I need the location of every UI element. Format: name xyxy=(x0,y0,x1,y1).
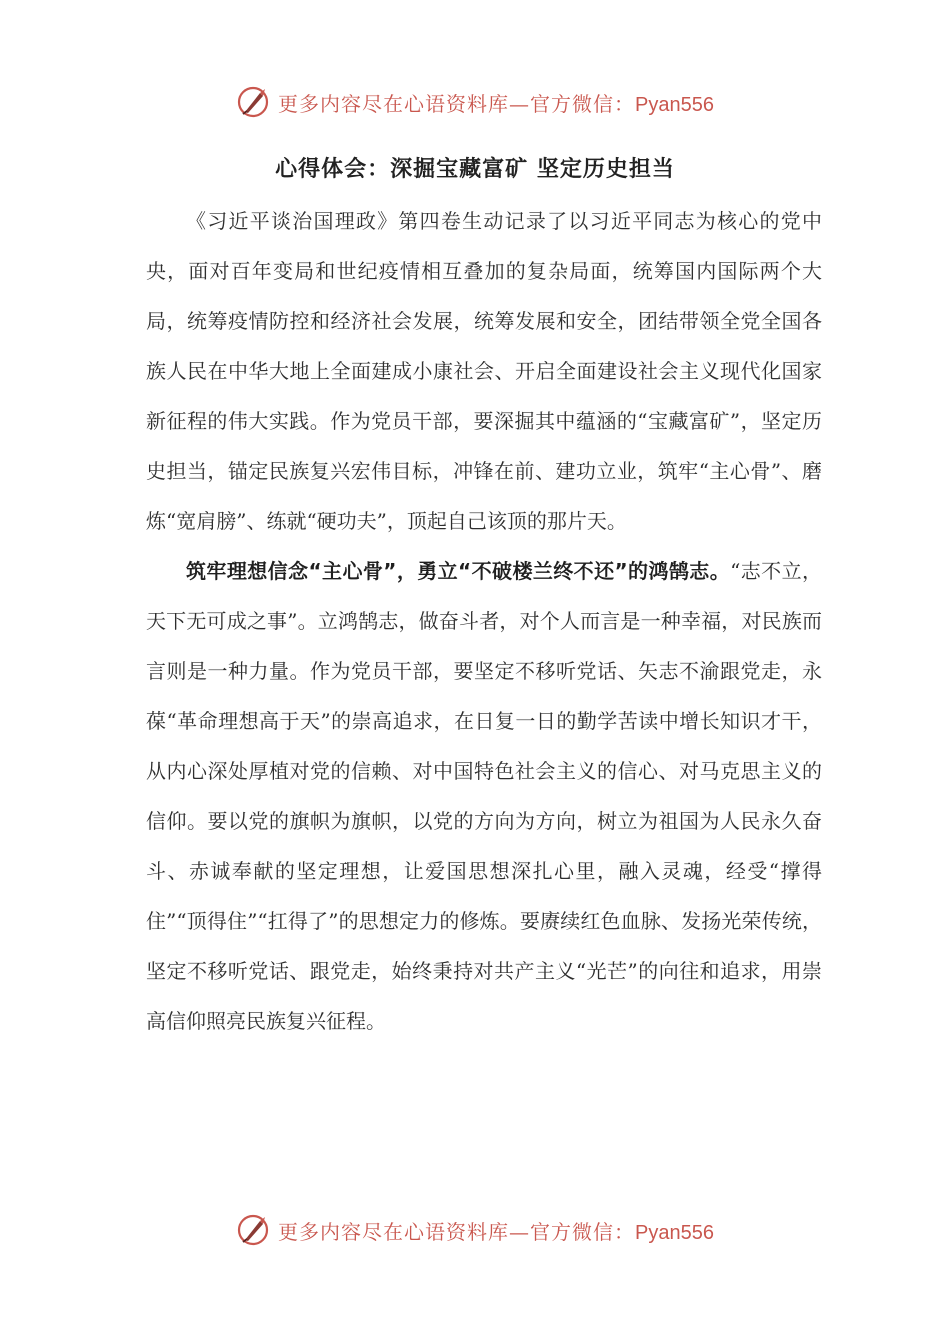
paragraph-intro: 《习近平谈治国理政》第四卷生动记录了以习近平同志为核心的党中央，面对百年变局和世纪疫情相互叠加的复杂局面，统筹国内国际两个大局，统筹疫情防控和经济社会发展，统筹发展和安全，团结带领全党全国各族人民在中华大地上全面建成小康社会、开启全面建设社会主义现代化国家新征程的伟大实践。作为党员干部，要深掘其中蕴涵的“宝藏富矿”，坚定历史担当，锚定民族复兴宏伟目标，冲锋在前、建功立业，筑牢“主心骨”、磨炼“宽肩膀”、练就“硬功夫”，顶起自己该顶的那片天。 xyxy=(146,209,822,533)
watermark-wechat-id: Pyan556 xyxy=(635,1221,714,1244)
paragraph-section-1 xyxy=(146,546,822,1046)
document-body xyxy=(146,196,822,1046)
quill-pen-logo-icon xyxy=(236,85,270,119)
section-body: “志不立，天下无可成之事”。立鸿鹄志，做奋斗者，对个人而言是一种幸福，对民族而言则是一种力量。作为党员干部，要坚定不移听党话、矢志不渝跟党走，永葆“革命理想高于天”的崇高追求，在日复一日的勤学苦读中增长知识才干，从内心深处厚植对党的信赖、对中国特色社会主义的信心、对马克思主义的信仰。要以党的旗帜为旗帜，以党的方向为方向，树立为祖国为人民永久奋斗、赤诚奉献的坚定理想，让爱国思想深扎心里，融入灵魂，经受“撑得住”“顶得住”“扛得了”的思想定力的修炼。要赓续红色血脉、发扬光荣传统，坚定不移听党话、跟党走，始终秉持对共产主义“光芒”的向往和追求，用崇高信仰照亮民族复兴征程。 xyxy=(146,559,822,1033)
section-heading: 筑牢理想信念“主心骨”，勇立“不破楼兰终不还”的鸿鹄志。 xyxy=(186,559,731,583)
quill-pen-logo-icon xyxy=(236,1213,270,1247)
watermark-text xyxy=(278,1216,714,1245)
watermark-banner-top xyxy=(0,80,950,124)
document-title: 心得体会：深掘宝藏富矿 坚定历史担当 xyxy=(275,157,675,182)
watermark-main-text: 更多内容尽在心语资料库—官方微信： xyxy=(278,1219,636,1244)
watermark-banner-bottom xyxy=(0,1208,950,1252)
watermark-main-text: 更多内容尽在心语资料库—官方微信： xyxy=(278,91,636,116)
watermark-wechat-id: Pyan556 xyxy=(635,93,714,116)
watermark-text xyxy=(278,88,714,117)
